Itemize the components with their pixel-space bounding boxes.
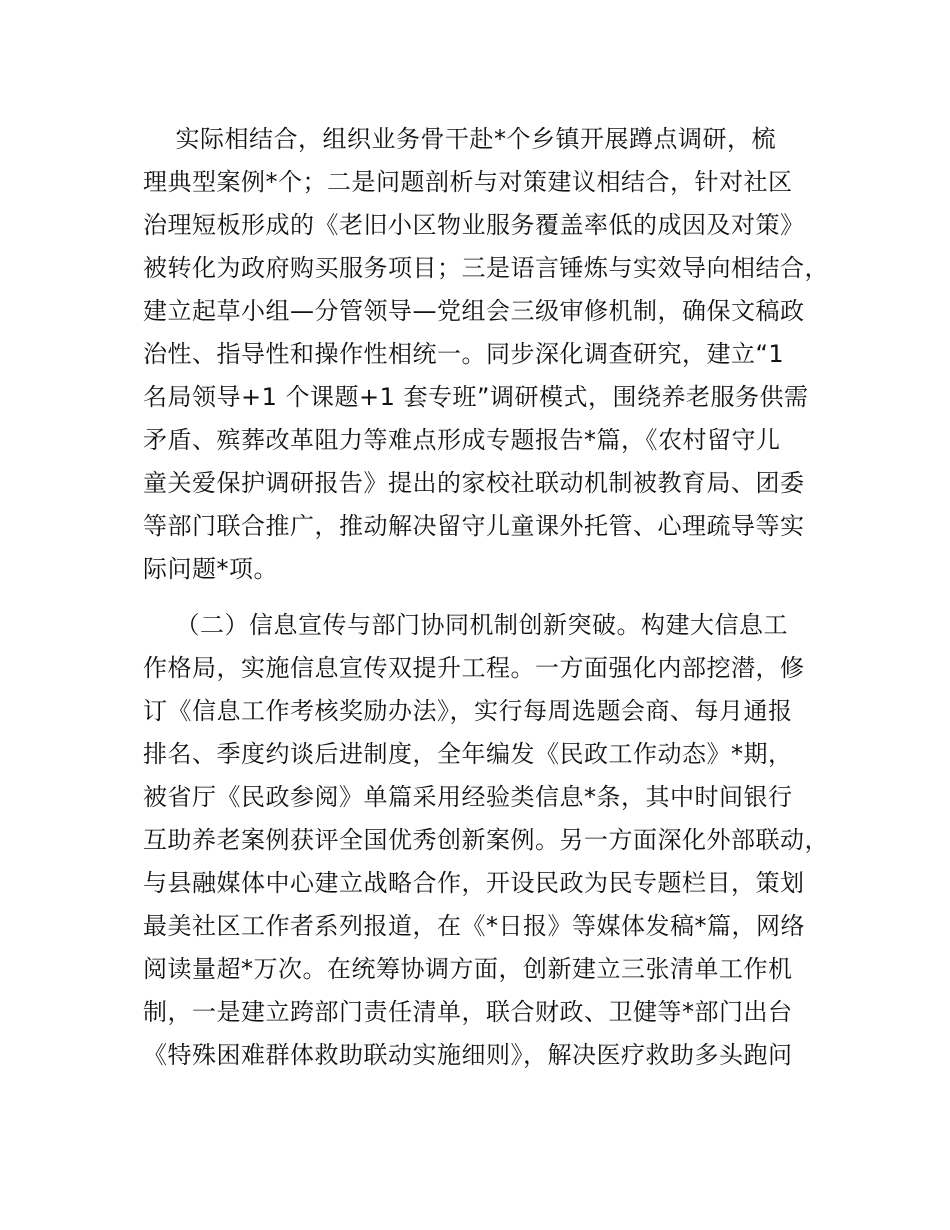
text-line: 际问题*项。 bbox=[143, 555, 278, 583]
paragraph-1 bbox=[143, 118, 843, 591]
text-line: 阅读量超*万次。在统筹协调方面，创新建立三张清单工作机 bbox=[143, 955, 793, 983]
text-line: 建立起草小组—分管领导—党组会三级审修机制，确保文稿政 bbox=[143, 297, 805, 325]
text-line: 最美社区工作者系列报道，在《*日报》等媒体发稿*篇，网络 bbox=[143, 912, 805, 940]
text-line: 治理短板形成的《老旧小区物业服务覆盖率低的成因及对策》 bbox=[143, 211, 805, 239]
text-line: 理典型案例*个；二是问题剖析与对策建议相结合，针对社区 bbox=[143, 168, 793, 196]
text-line: 实际相结合，组织业务骨干赴*个乡镇开展蹲点调研，梳 bbox=[143, 125, 777, 153]
text-line: 被转化为政府购买服务项目；三是语言锤炼与实效导向相结合， bbox=[143, 254, 829, 282]
text-line: 治性、指导性和操作性相统一。同步深化调查研究，建立“1 bbox=[143, 340, 785, 368]
text-line: 《特殊困难群体救助联动实施细则》，解决医疗救助多头跑问 bbox=[143, 1041, 793, 1069]
text-line: 与县融媒体中心建立战略合作，开设民政为民专题栏目，策划 bbox=[143, 869, 805, 897]
text-line: 互助养老案例获评全国优秀创新案例。另一方面深化外部联动， bbox=[143, 826, 829, 854]
text-line: 童关爱保护调研报告》提出的家校社联动机制被教育局、团委 bbox=[143, 469, 805, 497]
text-line: 作格局，实施信息宣传双提升工程。一方面强化内部挖潜，修 bbox=[143, 654, 805, 682]
text-line: 矛盾、殡葬改革阻力等难点形成专题报告*篇，《农村留守儿 bbox=[143, 426, 781, 454]
text-line: 制，一是建立跨部门责任清单，联合财政、卫健等*部门出台 bbox=[143, 998, 793, 1026]
text-line: 等部门联合推广，推动解决留守儿童课外托管、心理疏导等实 bbox=[143, 512, 805, 540]
text-line: （二）信息宣传与部门协同机制创新突破。构建大信息工 bbox=[143, 611, 789, 639]
text-line: 排名、季度约谈后进制度，全年编发《民政工作动态》*期， bbox=[143, 740, 793, 768]
text-line: 被省厅《民政参阅》单篇采用经验类信息*条，其中时间银行 bbox=[143, 783, 793, 811]
paragraph-2 bbox=[143, 604, 843, 1077]
text-line: 名局领导+1 个课题+1 套专班”调研模式，围绕养老服务供需 bbox=[143, 383, 809, 411]
text-line: 订《信息工作考核奖励办法》，实行每周选题会商、每月通报 bbox=[143, 697, 793, 725]
